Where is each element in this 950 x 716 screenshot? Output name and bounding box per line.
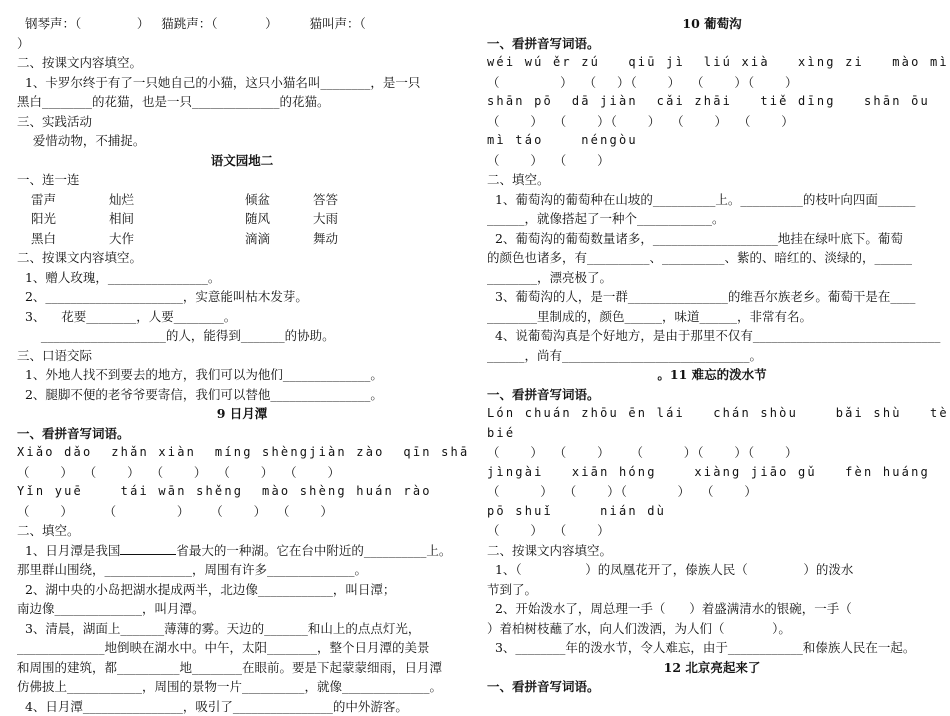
match-word: 大作 — [109, 229, 245, 249]
line-text: ____________________的人，能得到_______的协助。 — [17, 328, 335, 343]
right-line-17 — [487, 346, 937, 366]
right-column — [487, 14, 937, 697]
line-text: 9 日月潭 — [217, 406, 268, 421]
match-word: 相间 — [109, 209, 245, 229]
line-text: （ ） （ ） （ ） （ ） — [17, 504, 334, 519]
left2-line-23 — [17, 697, 467, 716]
right-line-24 — [487, 482, 937, 502]
left-line-5 — [17, 112, 467, 132]
line-text: 二、按课文内容填空。 — [17, 55, 142, 70]
right-line-31 — [487, 619, 937, 639]
line-text: jìngài xiān hóng xiàng jiāo gǔ fèn huáng — [487, 465, 930, 479]
right-line-29 — [487, 580, 937, 600]
left-section-top — [17, 14, 467, 190]
right-line-21 — [487, 424, 937, 444]
right-line-3 — [487, 73, 937, 93]
line-text: shān pō dā jiàn cǎi zhāi tiě dīng shān ōu — [487, 94, 930, 108]
right-line-5 — [487, 112, 937, 132]
line-text: 一、看拼音写词语。 — [487, 679, 600, 694]
left2-line-4 — [17, 326, 467, 346]
right-line-1 — [487, 34, 937, 54]
line-text: bié — [487, 426, 515, 440]
match-word: 大雨 — [313, 209, 373, 229]
line-text: 黑白________的花猫，也是一只______________的花猫。 — [17, 94, 330, 109]
line-text: 1、（ ）的凤凰花开了，傣族人民（ ）的泼水 — [487, 562, 853, 577]
left2-line-9 — [17, 424, 467, 444]
right-line-33 — [487, 658, 937, 678]
line-text: 二、填空。 — [17, 523, 80, 538]
left2-line-22 — [17, 677, 467, 697]
line-text: 爱惜动物，不捕捉。 — [17, 133, 145, 148]
line-text: 二、填空。 — [487, 172, 550, 187]
right-line-15 — [487, 307, 937, 327]
right-line-23 — [487, 463, 937, 483]
line-text: mì táo néngòu — [487, 133, 638, 147]
left2-line-11 — [17, 463, 467, 483]
left2-line-15 — [17, 541, 467, 561]
left-line-4 — [17, 92, 467, 112]
right-line-7 — [487, 151, 937, 171]
left2-line-13 — [17, 502, 467, 522]
match-word: 舞动 — [313, 229, 373, 249]
line-text: 钢琴声：（ ） 猫跳声：（ ） 猫叫声：（ — [17, 16, 366, 31]
line-text: （ ） （ ） （ ）（ ）（ ） — [487, 445, 799, 460]
line-text: 1、外地人找不到要去的地方，我们可以为他们______________。 — [17, 367, 383, 382]
line-text: Lón chuán zhōu ēn lái chán shòu bǎi shù tè — [487, 406, 949, 420]
line-text: 节到了。 — [487, 582, 537, 597]
line-text: 1、葡萄沟的葡萄种在山坡的__________上。__________的枝叶向四面______ — [487, 192, 915, 207]
line-text: ） — [17, 36, 30, 51]
match-word: 雷声 — [31, 190, 109, 210]
left2-line-16 — [17, 560, 467, 580]
line-text: 一、看拼音写词语。 — [487, 387, 600, 402]
left-section-bottom — [17, 248, 467, 716]
line-text: ）着柏树枝蘸了水，向人们泼洒，为人们（ ）。 — [487, 621, 791, 636]
line-text: 三、口语交际 — [17, 348, 92, 363]
line-text: 二、按课文内容填空。 — [487, 543, 612, 558]
line-text: ________里制成的，颜色______，味道______，非常有名。 — [487, 309, 812, 324]
match-row — [17, 229, 467, 249]
line-text: 的颜色也诸多，有__________、__________、紫的、暗红的、淡绿的，______ — [487, 250, 912, 265]
match-word: 滴滴 — [245, 229, 313, 249]
line-text: 三、实践活动 — [17, 114, 92, 129]
match-word: 倾盆 — [245, 190, 313, 210]
left2-line-14 — [17, 521, 467, 541]
answer-blank — [120, 542, 176, 555]
line-text: 仿佛披上____________，周围的景物一片__________，就像______________。 — [17, 679, 442, 694]
left2-line-8 — [17, 404, 467, 424]
left-line-7 — [17, 151, 467, 171]
line-text: 。11 难忘的泼水节 — [657, 367, 766, 382]
right-line-32 — [487, 638, 937, 658]
right-line-6 — [487, 131, 937, 151]
line-text: 3、清晨，湖面上_______薄薄的雾。天边的_______和山上的点点灯光， — [17, 621, 420, 636]
right-line-13 — [487, 268, 937, 288]
line-text: 2、腿脚不便的老爷爷要寄信，我们可以替他________________。 — [17, 387, 383, 402]
right-line-34 — [487, 677, 937, 697]
right-line-25 — [487, 502, 937, 522]
left2-line-10 — [17, 443, 467, 463]
line-text: Xiǎo dǎo zhǎn xiàn míng shèngjiàn zào qīn shā — [17, 445, 469, 459]
match-exercise — [17, 190, 467, 249]
line-text: 一、看拼音写词语。 — [487, 36, 600, 51]
line-text: （ ） （ ）（ ） （ ） — [487, 484, 758, 499]
left-line-3 — [17, 73, 467, 93]
right-line-27 — [487, 541, 937, 561]
line-text: （ ） （ ） — [487, 523, 611, 538]
left2-line-12 — [17, 482, 467, 502]
line-text-rest: 省最大的一种湖。它在台中附近的__________上。 — [176, 543, 451, 558]
line-text: 1、日月潭是我国 — [17, 543, 120, 558]
right-line-22 — [487, 443, 937, 463]
right-line-30 — [487, 599, 937, 619]
line-text: 一、连一连 — [17, 172, 80, 187]
right-line-8 — [487, 170, 937, 190]
line-text: 2、开始泼水了，周总理一手（ ）着盛满清水的银碗，一手（ — [487, 601, 852, 616]
left2-line-7 — [17, 385, 467, 405]
left2-line-21 — [17, 658, 467, 678]
left2-line-17 — [17, 580, 467, 600]
line-text: 那里群山围绕，______________，周围有许多______________。 — [17, 562, 367, 577]
line-text: 3、________年的泼水节，令人难忘，由于____________和傣族人民在一起。 — [487, 640, 915, 655]
right-line-4 — [487, 92, 937, 112]
left-line-6 — [17, 131, 467, 151]
line-text: 3、葡萄沟的人，是一群________________的维吾尔族老乡。葡萄干是在____ — [487, 289, 915, 304]
line-text: （ ） （ ） — [487, 153, 611, 168]
line-text: 12 北京亮起来了 — [664, 660, 761, 675]
left2-line-0 — [17, 248, 467, 268]
line-text: 和周围的建筑，都__________地________在眼前。要是下起蒙蒙细雨，日月潭 — [17, 660, 442, 675]
right-line-12 — [487, 248, 937, 268]
line-text: ______，就像搭起了一种个____________。 — [487, 211, 725, 226]
right-line-9 — [487, 190, 937, 210]
left2-line-5 — [17, 346, 467, 366]
match-word: 随风 — [245, 209, 313, 229]
right-line-20 — [487, 404, 937, 424]
line-text: 二、按课文内容填空。 — [17, 250, 142, 265]
right-line-18 — [487, 365, 937, 385]
match-word: 灿烂 — [109, 190, 245, 210]
line-text: ________，漂亮极了。 — [487, 270, 612, 285]
right-section — [487, 14, 937, 697]
right-line-2 — [487, 53, 937, 73]
right-line-14 — [487, 287, 937, 307]
line-text: （ ） （ ）（ ） （ ） （ ） — [487, 114, 795, 129]
left-column — [17, 14, 467, 716]
match-word: 答答 — [313, 190, 373, 210]
match-row — [17, 190, 467, 210]
line-text: 1、赠人玫瑰，________________。 — [17, 270, 220, 285]
left-line-8 — [17, 170, 467, 190]
line-text: wéi wú ěr zú qiū jì liú xià xìng zi mào mì — [487, 55, 949, 69]
line-text: （ ） （ ） （ ） （ ） （ ） — [17, 465, 341, 480]
line-text: 一、看拼音写词语。 — [17, 426, 130, 441]
left2-line-20 — [17, 638, 467, 658]
right-line-10 — [487, 209, 937, 229]
line-text: 4、说葡萄沟真是个好地方，是由于那里不仅有______________________________ — [487, 328, 940, 343]
line-text: ______________地倒映在湖水中。中午，太阳________，整个日月潭的美景 — [17, 640, 430, 655]
match-row — [17, 209, 467, 229]
left2-line-2 — [17, 287, 467, 307]
line-text: 南边像______________，叫月潭。 — [17, 601, 205, 616]
right-line-19 — [487, 385, 937, 405]
left-line-1 — [17, 34, 467, 54]
line-text: pō shuǐ nián dù — [487, 504, 666, 518]
line-text: 3、 花要________，人要________。 — [17, 309, 236, 324]
right-line-11 — [487, 229, 937, 249]
left2-line-1 — [17, 268, 467, 288]
left-line-2 — [17, 53, 467, 73]
line-text: 语文园地二 — [211, 153, 274, 168]
match-word: 黑白 — [31, 229, 109, 249]
line-text: （ ） （ ）（ ） （ ）（ ） — [487, 75, 799, 90]
line-text: 2、湖中央的小岛把湖水提成两半，北边像____________，叫日潭； — [17, 582, 395, 597]
line-text: 10 葡萄沟 — [682, 16, 741, 31]
line-text: Yǐn yuē tái wān shěng mào shèng huán rào — [17, 484, 432, 498]
right-line-26 — [487, 521, 937, 541]
match-word: 阳光 — [31, 209, 109, 229]
left2-line-3 — [17, 307, 467, 327]
line-text: 2、葡萄沟的葡萄数量诸多，____________________地挂在绿叶底下。葡萄 — [487, 231, 903, 246]
left2-line-19 — [17, 619, 467, 639]
line-text: 2、______________________，实意能叫枯木发芽。 — [17, 289, 308, 304]
line-text: 1、卡罗尔终于有了一只她自己的小猫，这只小猫名叫________，是一只 — [17, 75, 420, 90]
line-text: 4、日月潭________________，吸引了________________的中外游客。 — [17, 699, 408, 714]
right-line-0 — [487, 14, 937, 34]
left2-line-6 — [17, 365, 467, 385]
right-line-16 — [487, 326, 937, 346]
left2-line-18 — [17, 599, 467, 619]
left-line-0 — [17, 14, 467, 34]
right-line-28 — [487, 560, 937, 580]
line-text: ______，尚有______________________________。 — [487, 348, 762, 363]
